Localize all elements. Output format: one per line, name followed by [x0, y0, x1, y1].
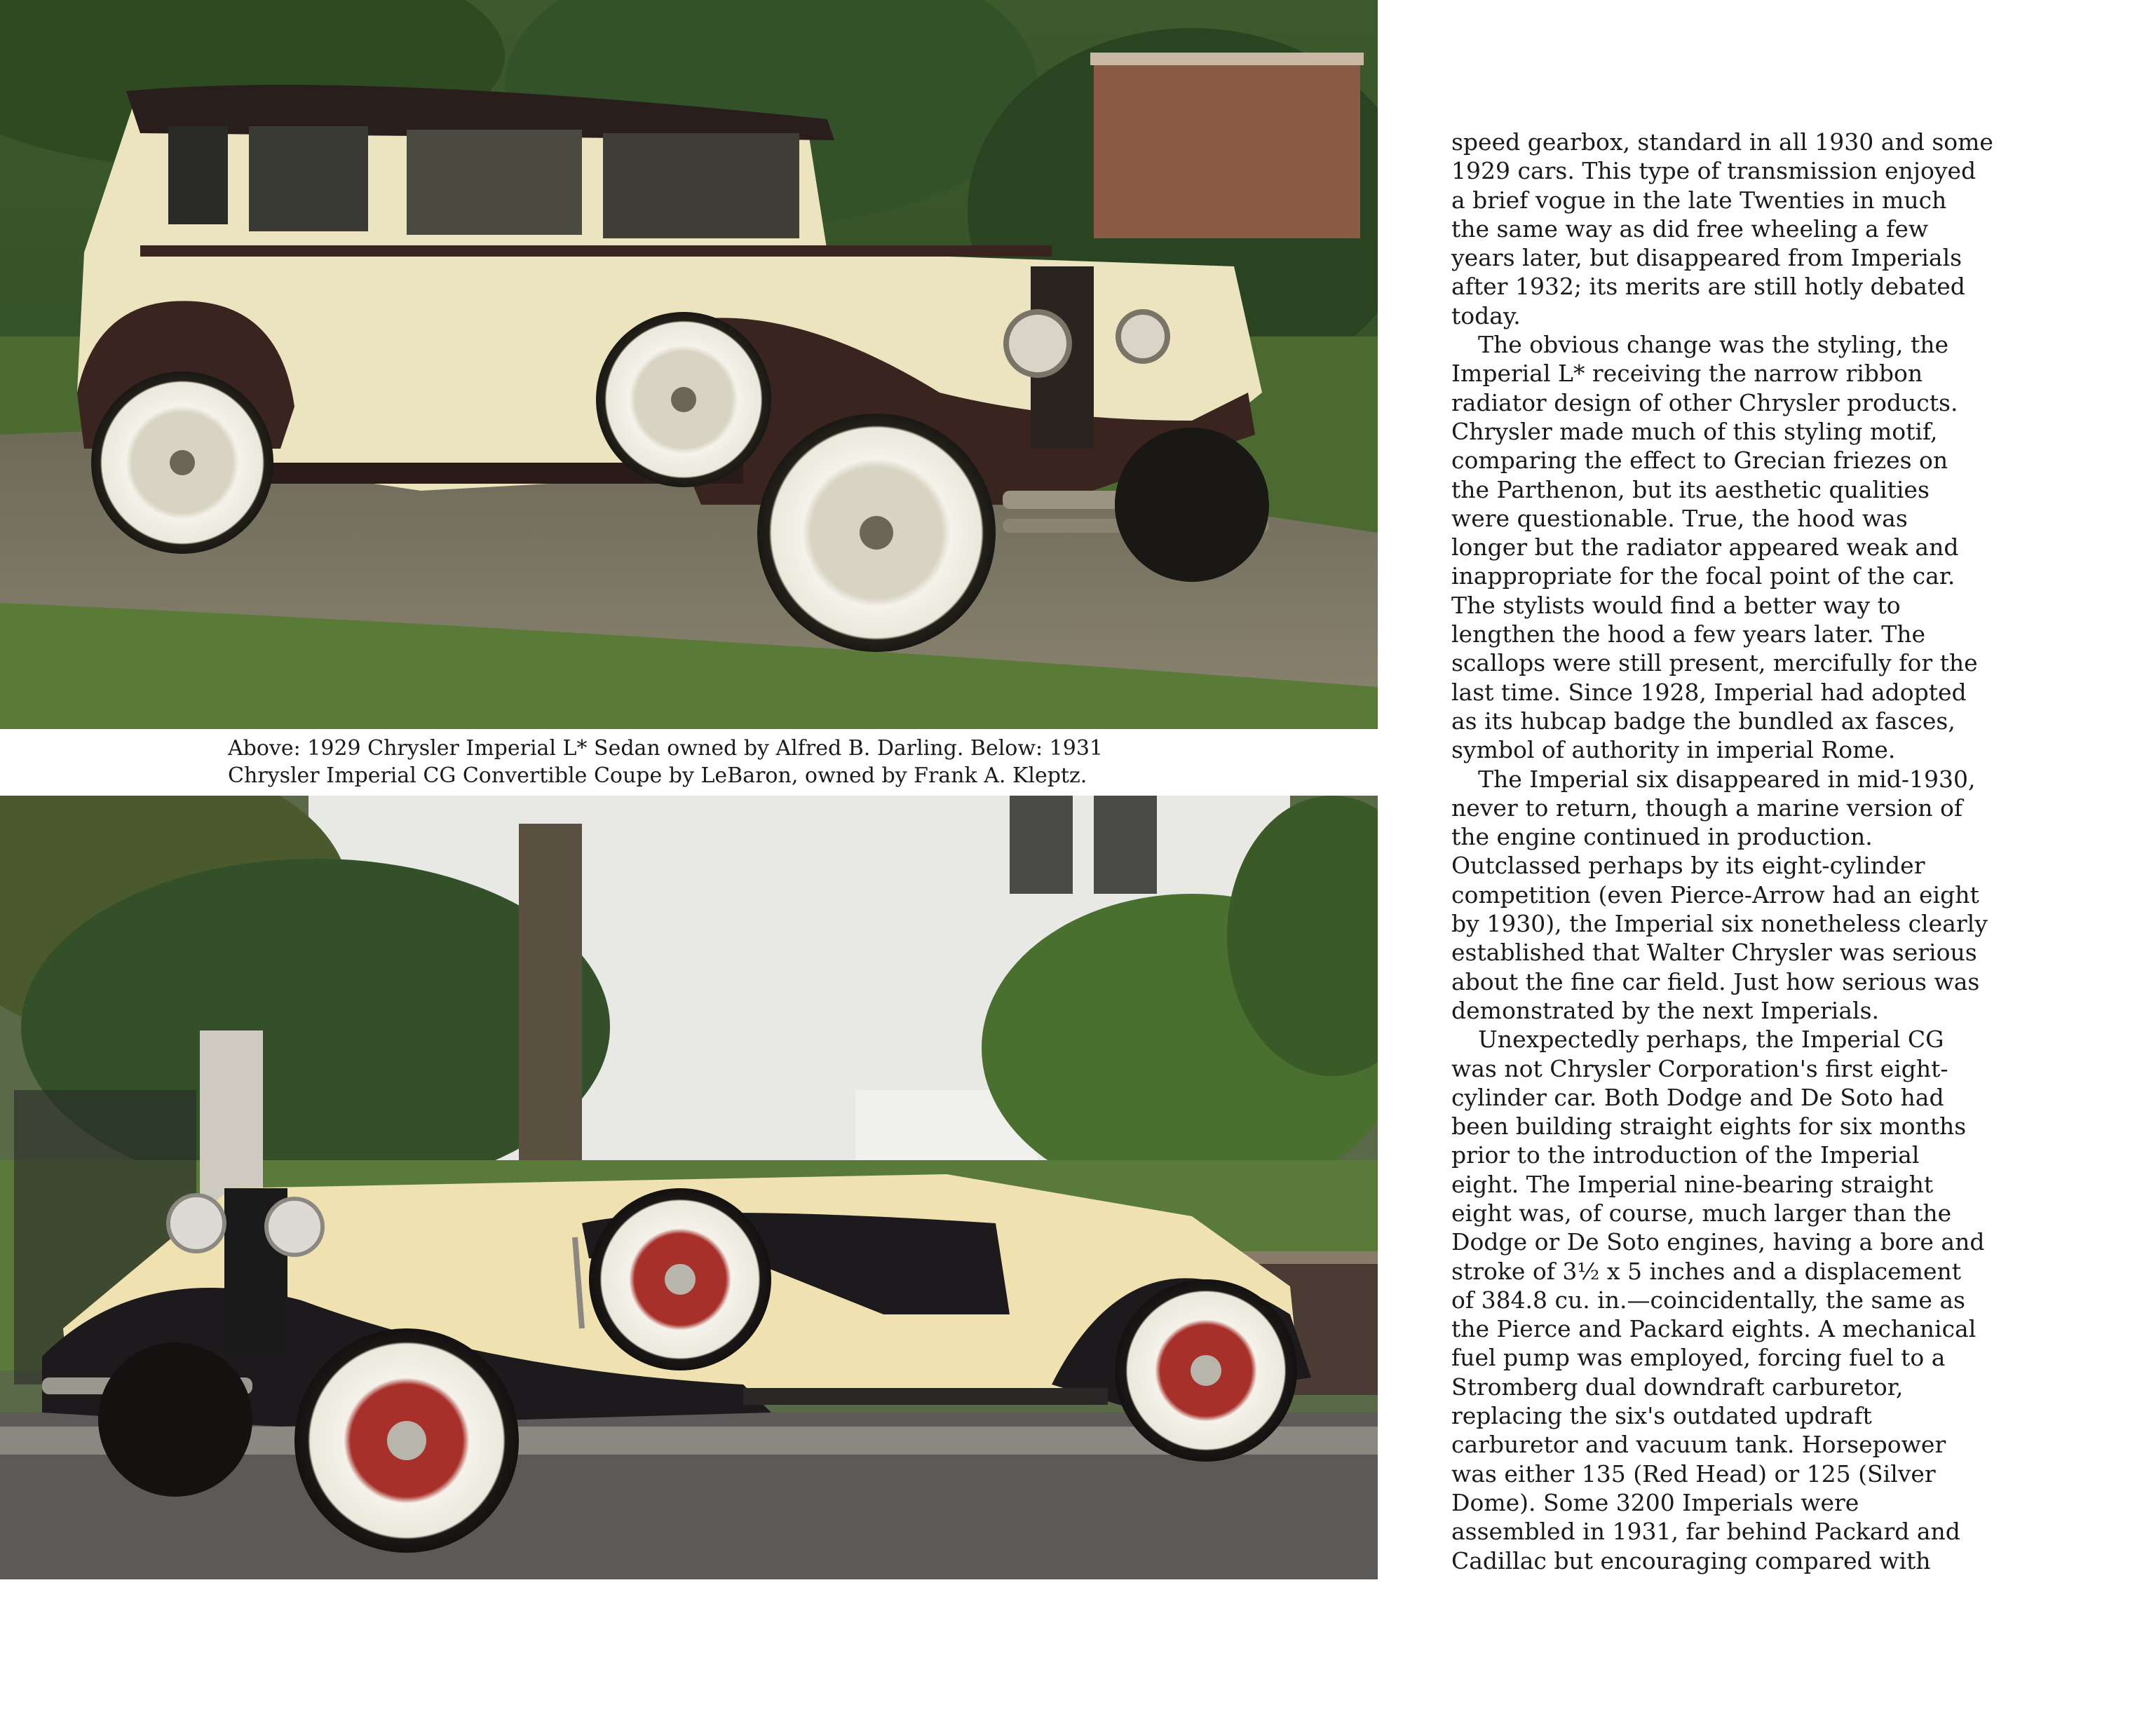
article-line: of 384.8 cu. in.—coincidentally, the same as	[1451, 1286, 1965, 1314]
article-line: demonstrated by the next Imperials.	[1451, 996, 1880, 1024]
photo-imperial-convertible-coupe	[0, 796, 1378, 1579]
article-line: last time. Since 1928, Imperial had adopted	[1451, 678, 1967, 706]
article-line: inappropriate for the focal point of the car.	[1451, 562, 1955, 590]
article-line: replacing the six's outdated updraft	[1451, 1402, 1872, 1430]
article-line: after 1932; its merits are still hotly debated	[1451, 273, 1965, 301]
article-line: never to return, though a marine version of	[1451, 794, 1963, 822]
article-line: Chrysler made much of this styling motif,	[1451, 417, 1938, 445]
article-line: Imperial L* receiving the narrow ribbon	[1451, 360, 1923, 388]
article-line: Unexpectedly perhaps, the Imperial CG	[1478, 1026, 1944, 1054]
article-line: assembled in 1931, far behind Packard and	[1451, 1518, 1960, 1546]
article-line: Dome). Some 3200 Imperials were	[1451, 1488, 1859, 1516]
article-line: scallops were still present, mercifully for the	[1451, 649, 1978, 677]
article-line: symbol of authority in imperial Rome.	[1451, 736, 1896, 764]
article-line: Stromberg dual downdraft carburetor,	[1451, 1373, 1904, 1401]
caption-line: Chrysler Imperial CG Convertible Coupe by LeBaron, owned by Frank A. Kleptz.	[228, 763, 1087, 788]
article-line: 1929 cars. This type of transmission enjoyed	[1451, 157, 1977, 185]
article-text	[1451, 128, 2152, 1575]
article-line: about the fine car field. Just how serious was	[1451, 967, 1980, 995]
article-line: prior to the introduction of the Imperial	[1451, 1141, 1920, 1169]
article-line: eight was, of course, much larger than the	[1451, 1199, 1952, 1227]
article-line: Cadillac but encouraging compared with	[1451, 1546, 1931, 1574]
article-line: were questionable. True, the hood was	[1451, 504, 1908, 532]
article-line: the Parthenon, but its aesthetic qualities	[1451, 475, 1930, 503]
article-line: carburetor and vacuum tank. Horsepower	[1451, 1431, 1946, 1459]
article-line: stroke of 3½ x 5 inches and a displacement	[1451, 1257, 1961, 1285]
article-line: the same way as did free wheeling a few	[1451, 215, 1929, 243]
article-line: today.	[1451, 301, 1521, 329]
article-line: was either 135 (Red Head) or 125 (Silver	[1451, 1460, 1936, 1488]
article-line: as its hubcap badge the bundled ax fasces,	[1451, 707, 1955, 735]
article-line: The Imperial six disappeared in mid-1930,	[1478, 765, 1976, 793]
article-line: longer but the radiator appeared weak and	[1451, 533, 1959, 562]
article-line: was not Chrysler Corporation's first eight-	[1451, 1054, 1948, 1082]
article-line: competition (even Pierce-Arrow had an eight	[1451, 880, 1979, 909]
article-line: Dodge or De Soto engines, having a bore and	[1451, 1228, 1985, 1256]
photo-imperial-sedan	[0, 0, 1378, 729]
article-line: been building straight eights for six months	[1451, 1113, 1967, 1141]
article-line: eight. The Imperial nine-bearing straight	[1451, 1170, 1934, 1198]
article-line: The stylists would find a better way to	[1451, 591, 1901, 619]
article-line: lengthen the hood a few years later. The	[1451, 620, 1926, 648]
article-line: years later, but disappeared from Imperials	[1451, 244, 1962, 272]
article-line: a brief vogue in the late Twenties in much	[1451, 186, 1947, 214]
caption-line: Above: 1929 Chrysler Imperial L* Sedan owned by Alfred B. Darling. Below: 1931	[228, 736, 1104, 761]
photo-caption	[228, 735, 1209, 789]
article-line: comparing the effect to Grecian friezes on	[1451, 447, 1948, 475]
article-line: the engine continued in production.	[1451, 823, 1873, 851]
article-line: Outclassed perhaps by its eight-cylinder	[1451, 852, 1925, 880]
article-line: speed gearbox, standard in all 1930 and some	[1451, 128, 1993, 156]
article-line: the Pierce and Packard eights. A mechanical	[1451, 1315, 1977, 1343]
article-line: established that Walter Chrysler was serious	[1451, 939, 1977, 967]
article-line: radiator design of other Chrysler products.	[1451, 388, 1958, 416]
article-line: The obvious change was the styling, the	[1478, 331, 1949, 359]
article-line: fuel pump was employed, forcing fuel to a	[1451, 1344, 1946, 1372]
article-line: by 1930), the Imperial six nonetheless clearly	[1451, 910, 1988, 938]
article-line: cylinder car. Both Dodge and De Soto had	[1451, 1083, 1944, 1111]
